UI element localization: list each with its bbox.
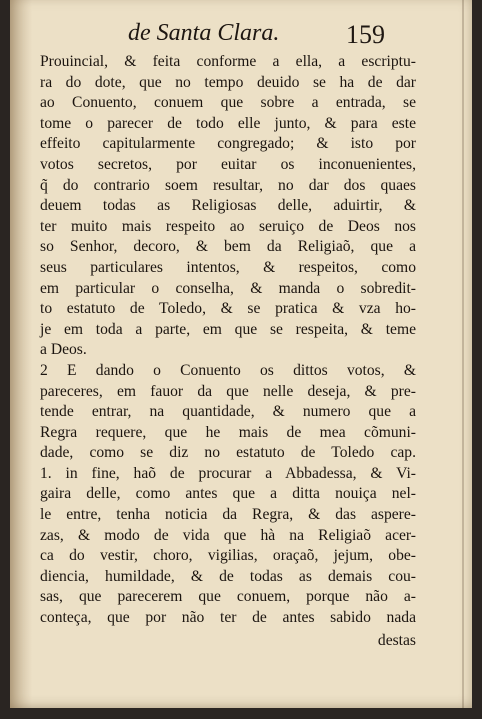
text-line: ca do vestir, choro, vigilias, oraçaõ, jejum, obe-: [40, 547, 416, 565]
text-line: je em toda a parte, em que se respeita, & teme: [40, 320, 416, 338]
gutter-shadow: [10, 0, 32, 708]
catchword: destas: [377, 631, 416, 649]
text-line: Prouincial, & feita conforme a ella, a escriptu-: [40, 53, 416, 70]
text-line: le entre, tenha noticia da Regra, & das aspere-: [40, 506, 416, 524]
text-line: diencia, humildade, & de todas as demais cou-: [40, 567, 416, 585]
running-title: de Santa Clara.: [128, 20, 280, 46]
text-line: 1. in fine, haõ de procurar a Abbadessa, & Vi-: [40, 464, 416, 482]
text-line: sas, que parecerem que conuem, porque não a-: [40, 588, 416, 606]
text-line: ao Conuento, conuem que sobre a entrada, se: [40, 94, 416, 112]
text-line: dade, como se diz no estatuto de Toledo cap.: [40, 444, 416, 462]
text-line: gaira delle, como antes que a ditta nouiça nel-: [40, 485, 416, 503]
page-edge: [462, 0, 464, 708]
page-number: 159: [346, 20, 385, 49]
text-line: ra do dote, que no tempo deuido se ha de dar: [40, 73, 416, 91]
text-line: a Deos.: [40, 341, 87, 359]
text-line: votos secretos, por euitar os inconuenientes,: [40, 155, 416, 173]
text-line: pareceres, em fauor da que nelle deseja, & pre-: [40, 382, 416, 400]
text-line: ter muito mais respeito ao seruiço de Deos nos: [40, 217, 416, 235]
text-line: conteça, que por não ter de antes sabido nada: [40, 609, 416, 627]
text-line: deuem todas as Religiosas delle, aduirtir, &: [40, 197, 416, 215]
text-line: to estatuto de Toledo, & se pratica & vza ho-: [40, 300, 416, 318]
book-page: [10, 0, 472, 708]
text-line: zas, & modo de vida que hà na Religiaõ acer-: [40, 526, 416, 544]
text-line: effeito capitularmente congregado; & isto por: [40, 135, 416, 153]
paragraph-start-line: 2 E dando o Conuento os dittos votos, &: [40, 361, 416, 379]
text-line: em particular o conselha, & manda o sobredit-: [40, 279, 416, 297]
page-header: [10, 20, 472, 54]
body-text: [40, 52, 416, 651]
text-line: tende entrar, na quantidade, & numero que a: [40, 403, 416, 421]
text-line: tome o parecer de todo elle junto, & para este: [40, 114, 416, 132]
text-line: Regra requere, que he mais de mea cõmuni-: [40, 423, 416, 441]
text-line: seus particulares intentos, & respeitos, como: [40, 258, 416, 276]
text-line: q̃ do contrario soem resultar, no dar dos quaes: [40, 176, 416, 194]
text-line: so Senhor, decoro, & bem da Religiaõ, que a: [40, 238, 416, 256]
